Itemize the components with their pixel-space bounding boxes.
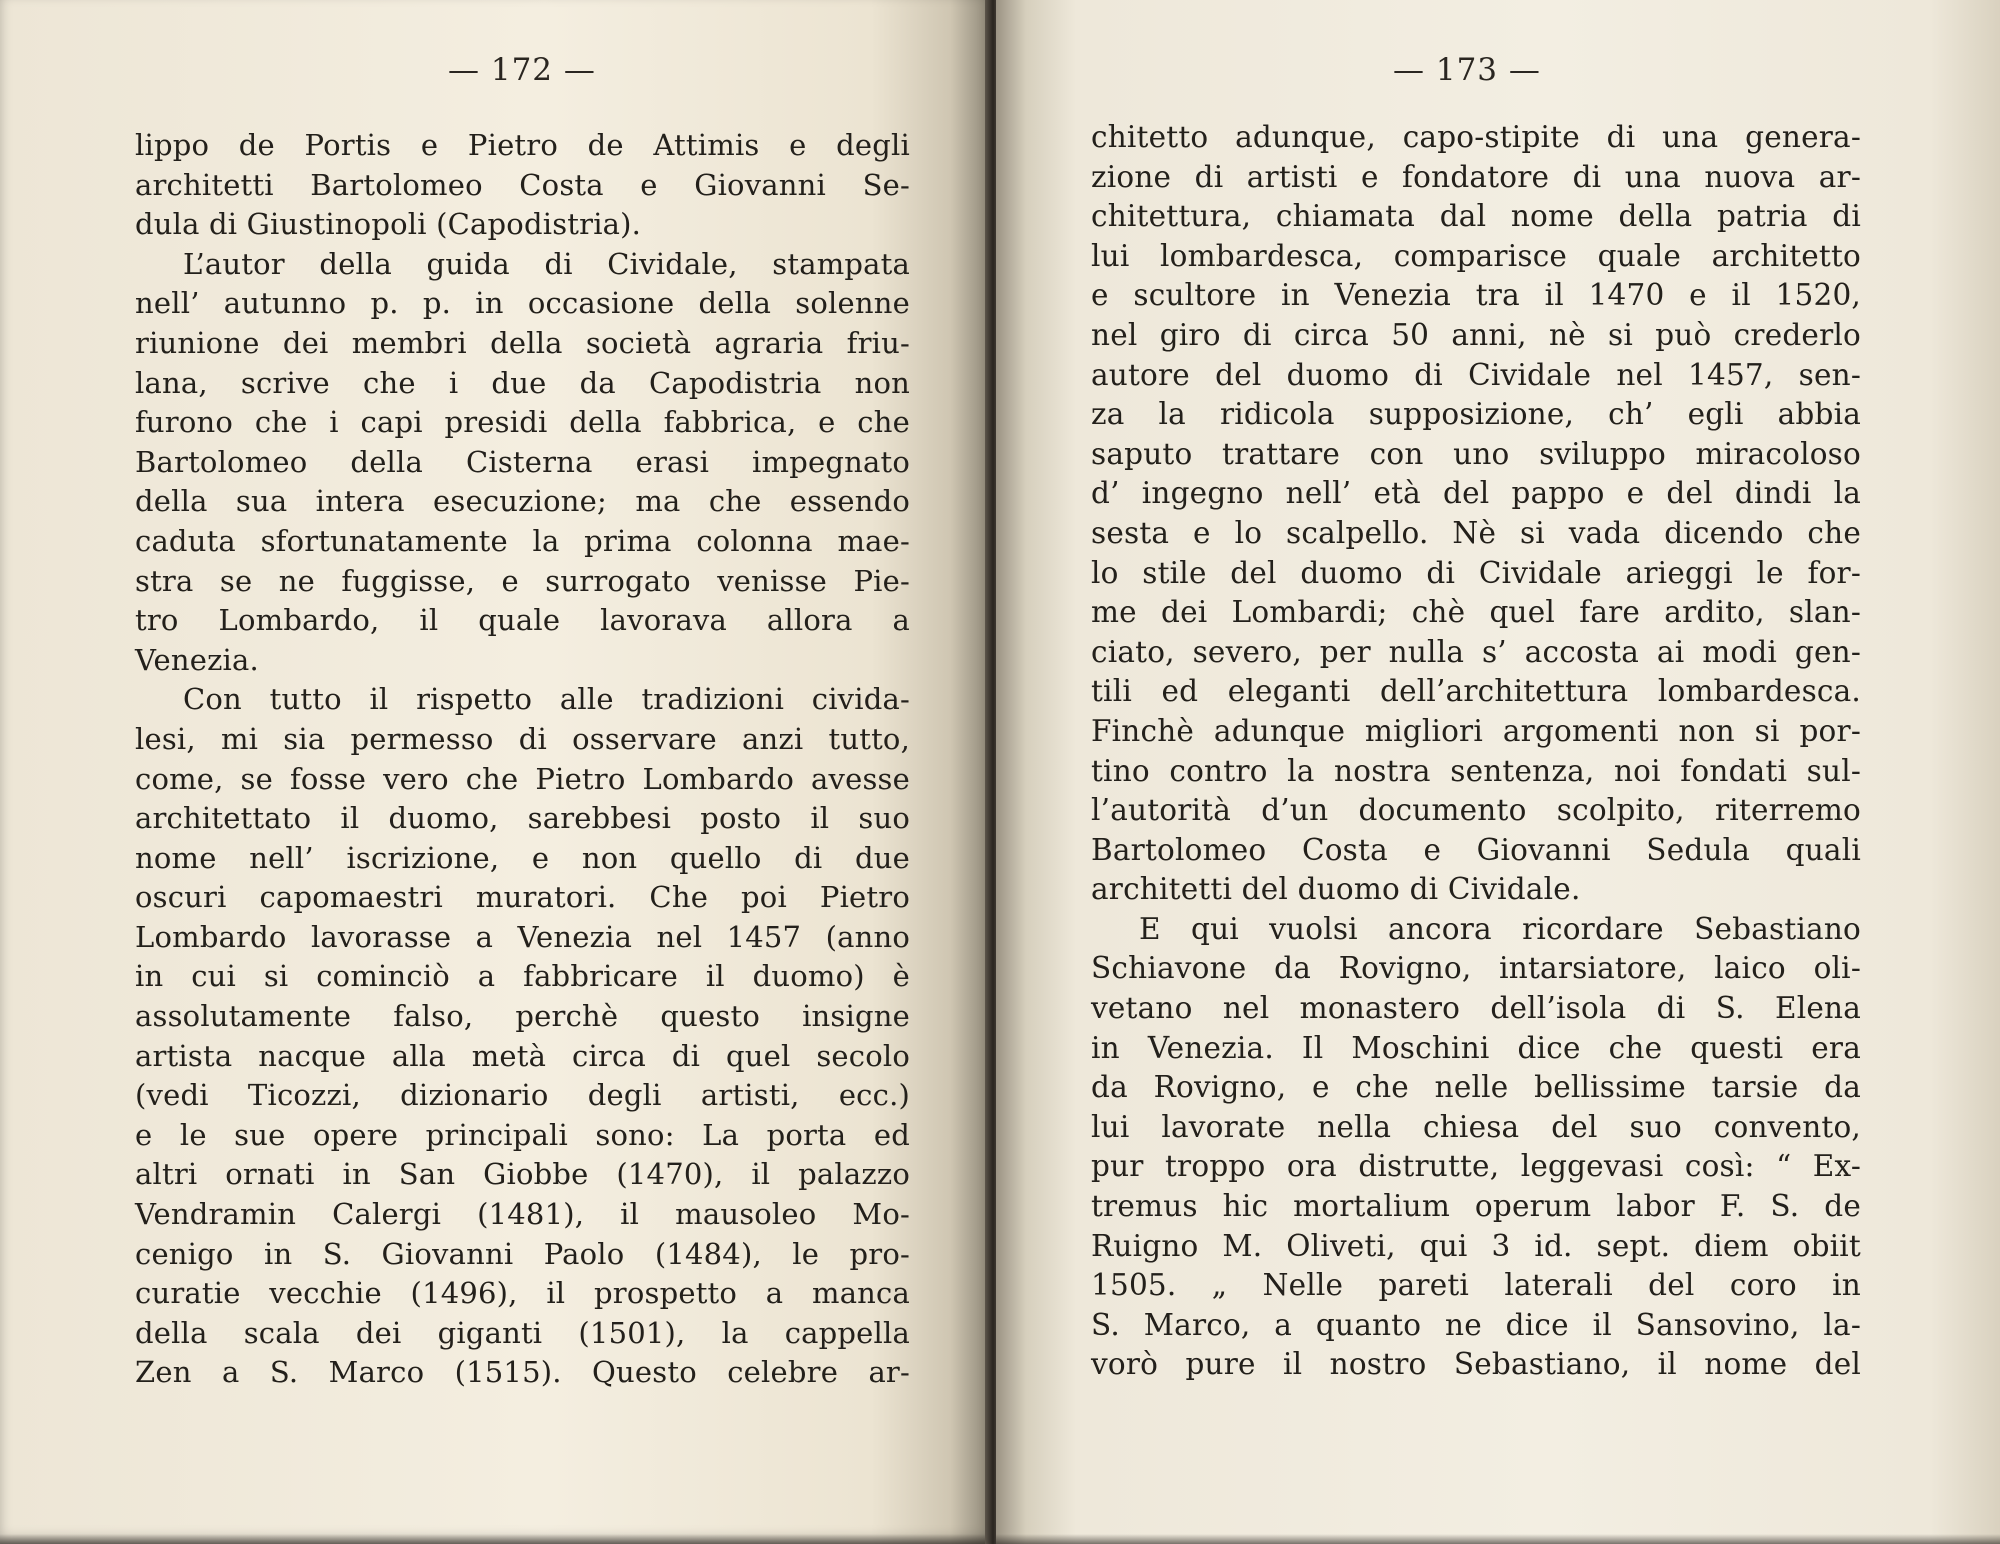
- text-line: me dei Lombardi; chè quel fare ardito, slan-: [1091, 595, 1861, 630]
- page-edge-bottom: [996, 1534, 2000, 1544]
- text-line: S. Marco, a quanto ne dice il Sansovino, la-: [1091, 1307, 1861, 1342]
- text-line: lana, scrive che i due da Capodistria non: [135, 365, 910, 400]
- text-line: (vedi Ticozzi, dizionario degli artisti, ecc.): [135, 1078, 910, 1113]
- text-line: vorò pure il nostro Sebastiano, il nome del: [1091, 1347, 1861, 1382]
- text-line: Vendramin Calergi (1481), il mausoleo Mo-: [135, 1197, 910, 1232]
- page-number-left: — 172 —: [448, 52, 596, 88]
- text-line: Venezia.: [135, 642, 259, 677]
- text-line: Ruigno M. Oliveti, qui 3 id. sept. diem obiit: [1091, 1228, 1861, 1263]
- text-line: assolutamente falso, perchè questo insigne: [135, 999, 910, 1034]
- text-line: vetano nel monastero dell’isola di S. Elena: [1091, 991, 1861, 1026]
- page-number-right: — 173 —: [1393, 52, 1541, 88]
- text-line: lui lombardesca, comparisce quale architetto: [1091, 238, 1861, 273]
- text-line: nel giro di circa 50 anni, nè si può crederlo: [1091, 317, 1861, 352]
- text-line: caduta sfortunatamente la prima colonna mae-: [135, 523, 910, 558]
- text-line: 1505. „ Nelle pareti laterali del coro in: [1091, 1268, 1861, 1303]
- text-line: Bartolomeo Costa e Giovanni Sedula quali: [1091, 832, 1861, 867]
- text-line: architetti Bartolomeo Costa e Giovanni Se-: [135, 167, 910, 202]
- text-line: chitettura, chiamata dal nome della patria di: [1091, 199, 1861, 234]
- text-line: in cui si cominciò a fabbricare il duomo) è: [135, 959, 910, 994]
- text-line: tremus hic mortalium operum labor F. S. de: [1091, 1189, 1861, 1224]
- text-line: e le sue opere principali sono: La porta ed: [135, 1117, 910, 1152]
- right-text-block: [1091, 118, 1861, 1385]
- text-line: Finchè adunque migliori argomenti non si por-: [1091, 713, 1861, 748]
- left-page: [0, 0, 990, 1544]
- text-line: sesta e lo scalpello. Nè si vada dicendo che: [1091, 515, 1861, 550]
- text-line: E qui vuolsi ancora ricordare Sebastiano: [1139, 911, 1861, 946]
- text-line: lippo de Portis e Pietro de Attimis e degli: [135, 128, 910, 162]
- text-line: chitetto adunque, capo-stipite di una genera-: [1091, 120, 1861, 154]
- text-line: della sua intera esecuzione; ma che essendo: [135, 484, 910, 519]
- text-line: lesi, mi sia permesso di osservare anzi tutto,: [135, 721, 910, 756]
- text-line: cenigo in S. Giovanni Paolo (1484), le pro-: [135, 1236, 910, 1271]
- text-line: autore del duomo di Cividale nel 1457, sen-: [1091, 357, 1861, 392]
- text-line: zione di artisti e fondatore di una nuova ar-: [1091, 159, 1861, 194]
- text-line: riunione dei membri della società agraria friu-: [135, 325, 910, 360]
- text-line: stra se ne fuggisse, e surrogato venisse Pie-: [135, 563, 910, 598]
- text-line: l’autorità d’un documento scolpito, riterremo: [1091, 793, 1861, 828]
- text-line: altri ornati in San Giobbe (1470), il palazzo: [135, 1157, 910, 1192]
- text-line: ciato, severo, per nulla s’ accosta ai modi gen-: [1091, 634, 1861, 669]
- text-line: za la ridicola supposizione, ch’ egli abbia: [1091, 397, 1861, 432]
- text-line: architetti del duomo di Cividale.: [1091, 872, 1581, 907]
- text-line: in Venezia. Il Moschini dice che questi era: [1091, 1030, 1861, 1065]
- text-line: architettato il duomo, sarebbesi posto il suo: [135, 801, 910, 836]
- text-line: saputo trattare con uno sviluppo miracoloso: [1091, 436, 1861, 471]
- text-line: Schiavone da Rovigno, intarsiatore, laico oli-: [1091, 951, 1861, 986]
- text-line: da Rovigno, e che nelle bellissime tarsie da: [1091, 1070, 1861, 1105]
- text-line: Lombardo lavorasse a Venezia nel 1457 (anno: [135, 919, 910, 954]
- right-page: [996, 0, 2000, 1544]
- text-line: nell’ autunno p. p. in occasione della solenne: [135, 286, 910, 321]
- text-line: Bartolomeo della Cisterna erasi impegnato: [135, 444, 910, 479]
- text-line: tili ed eleganti dell’architettura lombardesca.: [1091, 674, 1861, 709]
- text-line: Con tutto il rispetto alle tradizioni civida-: [183, 682, 910, 717]
- text-line: della scala dei giganti (1501), la cappella: [135, 1315, 910, 1350]
- text-line: come, se fosse vero che Pietro Lombardo avesse: [135, 761, 910, 796]
- text-line: lo stile del duomo di Cividale arieggi le for-: [1091, 555, 1861, 590]
- text-line: tro Lombardo, il quale lavorava allora a: [135, 603, 910, 638]
- text-line: L’autor della guida di Cividale, stampata: [183, 246, 910, 281]
- text-line: Zen a S. Marco (1515). Questo celebre ar-: [135, 1355, 910, 1390]
- text-line: tino contro la nostra sentenza, noi fondati sul-: [1091, 753, 1861, 788]
- text-line: dula di Giustinopoli (Capodistria).: [135, 207, 642, 242]
- text-line: e scultore in Venezia tra il 1470 e il 1520,: [1091, 278, 1861, 313]
- text-line: artista nacque alla metà circa di quel secolo: [135, 1038, 910, 1073]
- text-line: pur troppo ora distrutte, leggevasi così: “ Ex-: [1091, 1149, 1861, 1184]
- text-line: d’ ingegno nell’ età del pappo e del dindi la: [1091, 476, 1861, 511]
- page-edge-bottom: [0, 1534, 990, 1544]
- text-line: furono che i capi presidi della fabbrica, e che: [135, 405, 910, 440]
- text-line: lui lavorate nella chiesa del suo convento,: [1091, 1109, 1861, 1144]
- text-line: oscuri capomaestri muratori. Che poi Pietro: [135, 880, 910, 915]
- text-line: nome nell’ iscrizione, e non quello di due: [135, 840, 910, 875]
- left-text-block: [135, 126, 910, 1393]
- text-line: curatie vecchie (1496), il prospetto a manca: [135, 1276, 910, 1311]
